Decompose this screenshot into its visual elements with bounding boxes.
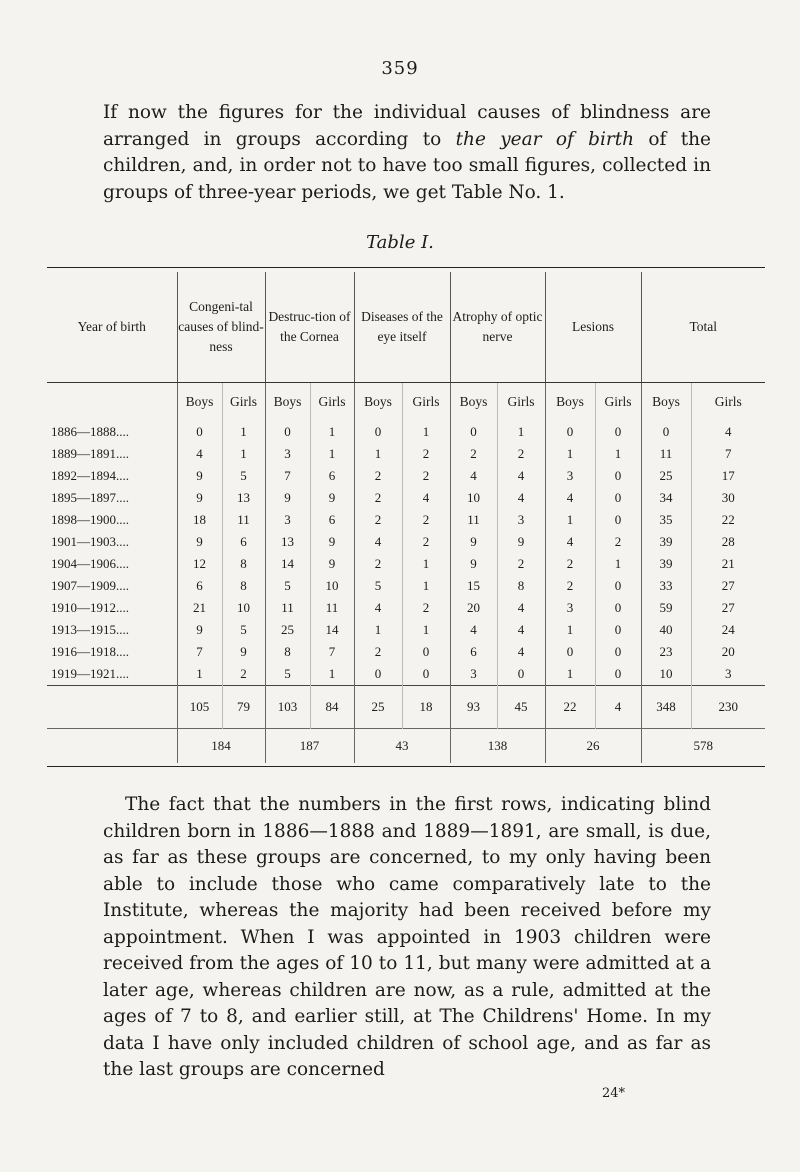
cell-value: 28 (691, 531, 765, 553)
header-lesions: Lesions (545, 272, 641, 383)
subheader-boys: Boys (265, 383, 310, 422)
cell-value: 0 (402, 663, 450, 686)
blindness-causes-table (47, 272, 765, 763)
cell-value: 7 (265, 465, 310, 487)
cell-value: 2 (402, 531, 450, 553)
subheader-boys: Boys (641, 383, 691, 422)
subheader-boys: Boys (354, 383, 402, 422)
cell-value: 0 (545, 641, 595, 663)
cell-value: 5 (265, 663, 310, 686)
totals-row (47, 686, 765, 729)
cell-value: 1 (310, 663, 354, 686)
table-row (47, 509, 765, 531)
cell-value: 2 (402, 597, 450, 619)
cell-value: 11 (310, 597, 354, 619)
total-value: 18 (402, 686, 450, 729)
cell-value: 4 (497, 597, 545, 619)
subheader-row (47, 383, 765, 422)
cell-value: 1 (497, 421, 545, 443)
table-bottom-rule (47, 766, 765, 767)
cell-value: 1 (310, 443, 354, 465)
cell-value: 11 (641, 443, 691, 465)
cell-value: 6 (310, 465, 354, 487)
cell-value: 3 (545, 465, 595, 487)
grand-total-value: 578 (641, 729, 765, 764)
cell-value: 1 (595, 553, 641, 575)
intro-text-before: If now the figures for the individual causes of blindness are arranged in groups according to (103, 102, 711, 150)
subheader-girls: Girls (310, 383, 354, 422)
cell-value: 2 (354, 553, 402, 575)
subheader-year-blank (47, 383, 177, 422)
cell-value: 0 (595, 465, 641, 487)
cell-value: 1 (177, 663, 222, 686)
cell-value: 8 (497, 575, 545, 597)
cell-value: 9 (450, 531, 497, 553)
header-congenital: Congeni-tal causes of blind-ness (177, 272, 265, 383)
cell-value: 39 (641, 553, 691, 575)
row-year: 1895—1897.... (51, 490, 129, 505)
subheader-boys: Boys (450, 383, 497, 422)
cell-value: 2 (354, 487, 402, 509)
cell-value: 2 (545, 553, 595, 575)
cell-value: 33 (641, 575, 691, 597)
cell-value: 15 (450, 575, 497, 597)
cell-value: 23 (641, 641, 691, 663)
cell-value: 2 (497, 553, 545, 575)
grand-total-value: 184 (177, 729, 265, 764)
cell-value: 4 (177, 443, 222, 465)
cell-value: 3 (265, 443, 310, 465)
table-row (47, 619, 765, 641)
cell-value: 10 (450, 487, 497, 509)
grand-blank (47, 729, 177, 764)
cell-value: 0 (595, 641, 641, 663)
table-top-rule (47, 267, 765, 268)
cell-value: 0 (545, 421, 595, 443)
cell-value: 3 (265, 509, 310, 531)
intro-text-after: of the children, and, in order not to have too small figures, collected in groups of three-year periods, we get Table No. 1. (103, 128, 711, 203)
subheader-girls: Girls (222, 383, 265, 422)
total-value: 84 (310, 686, 354, 729)
cell-value: 4 (497, 641, 545, 663)
cell-value: 1 (310, 421, 354, 443)
cell-value: 2 (354, 465, 402, 487)
cell-value: 2 (450, 443, 497, 465)
table-caption: Table I. (366, 232, 434, 253)
total-value: 4 (595, 686, 641, 729)
cell-value: 0 (595, 421, 641, 443)
total-value: 230 (691, 686, 765, 729)
cell-value: 13 (222, 487, 265, 509)
grand-totals-row (47, 729, 765, 764)
cell-value: 1 (402, 553, 450, 575)
cell-value: 35 (641, 509, 691, 531)
cell-value: 25 (265, 619, 310, 641)
cell-value: 9 (177, 487, 222, 509)
cell-value: 0 (595, 509, 641, 531)
cell-value: 0 (354, 663, 402, 686)
cell-value: 12 (177, 553, 222, 575)
intro-paragraph (103, 100, 711, 206)
cell-value: 6 (450, 641, 497, 663)
table-row (47, 443, 765, 465)
row-year: 1913—1915.... (51, 622, 129, 637)
cell-value: 2 (402, 443, 450, 465)
cell-value: 2 (545, 575, 595, 597)
subheader-girls: Girls (497, 383, 545, 422)
cell-value: 6 (222, 531, 265, 553)
page-number: 359 (381, 58, 419, 79)
cell-value: 22 (691, 509, 765, 531)
row-year: 1904—1906.... (51, 556, 129, 571)
cell-value: 1 (545, 509, 595, 531)
subheader-boys: Boys (177, 383, 222, 422)
cell-value: 2 (402, 465, 450, 487)
cell-value: 1 (222, 421, 265, 443)
cell-value: 13 (265, 531, 310, 553)
row-year: 1892—1894.... (51, 468, 129, 483)
cell-value: 0 (265, 421, 310, 443)
cell-value: 20 (450, 597, 497, 619)
cell-value: 1 (354, 443, 402, 465)
cell-value: 3 (691, 663, 765, 686)
row-year: 1907—1909.... (51, 578, 129, 593)
cell-value: 8 (265, 641, 310, 663)
cell-value: 8 (222, 575, 265, 597)
cell-value: 10 (222, 597, 265, 619)
cell-value: 5 (222, 619, 265, 641)
row-year: 1919—1921.... (51, 666, 129, 681)
cell-value: 30 (691, 487, 765, 509)
cell-value: 4 (402, 487, 450, 509)
cell-value: 9 (497, 531, 545, 553)
cell-value: 18 (177, 509, 222, 531)
cell-value: 7 (177, 641, 222, 663)
cell-value: 4 (691, 421, 765, 443)
total-value: 103 (265, 686, 310, 729)
grand-total-value: 138 (450, 729, 545, 764)
cell-value: 3 (450, 663, 497, 686)
cell-value: 21 (691, 553, 765, 575)
cell-value: 2 (497, 443, 545, 465)
cell-value: 39 (641, 531, 691, 553)
cell-value: 11 (265, 597, 310, 619)
cell-value: 0 (595, 619, 641, 641)
grand-total-value: 26 (545, 729, 641, 764)
cell-value: 2 (222, 663, 265, 686)
row-year: 1898—1900.... (51, 512, 129, 527)
cell-value: 7 (691, 443, 765, 465)
cell-value: 4 (354, 597, 402, 619)
cell-value: 0 (641, 421, 691, 443)
cell-value: 4 (545, 487, 595, 509)
table-row (47, 421, 765, 443)
subheader-girls: Girls (691, 383, 765, 422)
cell-value: 0 (177, 421, 222, 443)
cell-value: 59 (641, 597, 691, 619)
cell-value: 2 (595, 531, 641, 553)
header-year: Year of birth (47, 272, 177, 383)
grand-total-value: 187 (265, 729, 354, 764)
total-value: 105 (177, 686, 222, 729)
cell-value: 5 (222, 465, 265, 487)
cell-value: 4 (354, 531, 402, 553)
total-value: 45 (497, 686, 545, 729)
cell-value: 21 (177, 597, 222, 619)
cell-value: 10 (310, 575, 354, 597)
row-year: 1910—1912.... (51, 600, 129, 615)
row-year: 1889—1891.... (51, 446, 129, 461)
grand-total-value: 43 (354, 729, 450, 764)
table-row (47, 531, 765, 553)
cell-value: 4 (497, 465, 545, 487)
header-row (47, 272, 765, 383)
table-body (47, 421, 765, 686)
cell-value: 9 (450, 553, 497, 575)
table-row (47, 575, 765, 597)
cell-value: 2 (354, 641, 402, 663)
cell-value: 3 (545, 597, 595, 619)
cell-value: 0 (450, 421, 497, 443)
cell-value: 4 (497, 487, 545, 509)
total-value: 93 (450, 686, 497, 729)
total-value: 79 (222, 686, 265, 729)
cell-value: 0 (595, 487, 641, 509)
row-year: 1901—1903.... (51, 534, 129, 549)
cell-value: 8 (222, 553, 265, 575)
cell-value: 27 (691, 575, 765, 597)
table-row (47, 663, 765, 686)
row-year: 1886—1888.... (51, 424, 129, 439)
cell-value: 0 (595, 597, 641, 619)
cell-value: 0 (595, 663, 641, 686)
cell-value: 9 (177, 619, 222, 641)
cell-value: 40 (641, 619, 691, 641)
cell-value: 9 (177, 465, 222, 487)
total-value: 22 (545, 686, 595, 729)
cell-value: 9 (310, 487, 354, 509)
cell-value: 17 (691, 465, 765, 487)
totals-blank (47, 686, 177, 729)
table-row (47, 465, 765, 487)
cell-value: 9 (222, 641, 265, 663)
table-row (47, 641, 765, 663)
cell-value: 1 (545, 663, 595, 686)
subheader-boys: Boys (545, 383, 595, 422)
cell-value: 2 (354, 509, 402, 531)
total-value: 348 (641, 686, 691, 729)
cell-value: 9 (310, 553, 354, 575)
cell-value: 1 (545, 619, 595, 641)
cell-value: 14 (265, 553, 310, 575)
cell-value: 4 (497, 619, 545, 641)
total-value: 25 (354, 686, 402, 729)
cell-value: 9 (177, 531, 222, 553)
subheader-girls: Girls (402, 383, 450, 422)
cell-value: 4 (450, 619, 497, 641)
cell-value: 4 (450, 465, 497, 487)
cell-value: 11 (222, 509, 265, 531)
cell-value: 27 (691, 597, 765, 619)
intro-emphasis: the year of birth (455, 128, 635, 150)
cell-value: 1 (402, 619, 450, 641)
cell-value: 0 (354, 421, 402, 443)
signature-mark: 24* (602, 1086, 626, 1101)
cell-value: 0 (497, 663, 545, 686)
cell-value: 34 (641, 487, 691, 509)
cell-value: 6 (310, 509, 354, 531)
cell-value: 0 (595, 575, 641, 597)
row-year: 1916—1918.... (51, 644, 129, 659)
table-row (47, 487, 765, 509)
table-row (47, 597, 765, 619)
header-total: Total (641, 272, 765, 383)
cell-value: 14 (310, 619, 354, 641)
cell-value: 20 (691, 641, 765, 663)
cell-value: 2 (402, 509, 450, 531)
table-row (47, 553, 765, 575)
cell-value: 1 (595, 443, 641, 465)
cell-value: 9 (310, 531, 354, 553)
cell-value: 10 (641, 663, 691, 686)
body-paragraph: The fact that the numbers in the first rows, indicating blind children born in 1886—1888 and 1889—1891, are small, is due, as far as these groups are concerned, to my only having been able to include those who came comparatively late to the Institute, whereas the majority had been received before my appointment. When I was appointed in 1903 children were received from the ages of 10 to 11, but many were admitted at a later age, whereas children are now, as a rule, admitted at the ages of 7 to 8, and earlier still, at The Childrens' Home. In my data I have only included children of school age, and as far as the last groups are concerned (103, 794, 711, 1080)
cell-value: 3 (497, 509, 545, 531)
cell-value: 1 (222, 443, 265, 465)
cell-value: 4 (545, 531, 595, 553)
header-diseases: Diseases of the eye itself (354, 272, 450, 383)
cell-value: 1 (402, 421, 450, 443)
subheader-girls: Girls (595, 383, 641, 422)
cell-value: 1 (402, 575, 450, 597)
header-destruction: Destruc-tion of the Cornea (265, 272, 354, 383)
header-atrophy: Atrophy of optic nerve (450, 272, 545, 383)
cell-value: 1 (354, 619, 402, 641)
cell-value: 5 (354, 575, 402, 597)
cell-value: 11 (450, 509, 497, 531)
cell-value: 24 (691, 619, 765, 641)
cell-value: 25 (641, 465, 691, 487)
cell-value: 0 (402, 641, 450, 663)
cell-value: 9 (265, 487, 310, 509)
cell-value: 5 (265, 575, 310, 597)
cell-value: 1 (545, 443, 595, 465)
cell-value: 6 (177, 575, 222, 597)
cell-value: 7 (310, 641, 354, 663)
